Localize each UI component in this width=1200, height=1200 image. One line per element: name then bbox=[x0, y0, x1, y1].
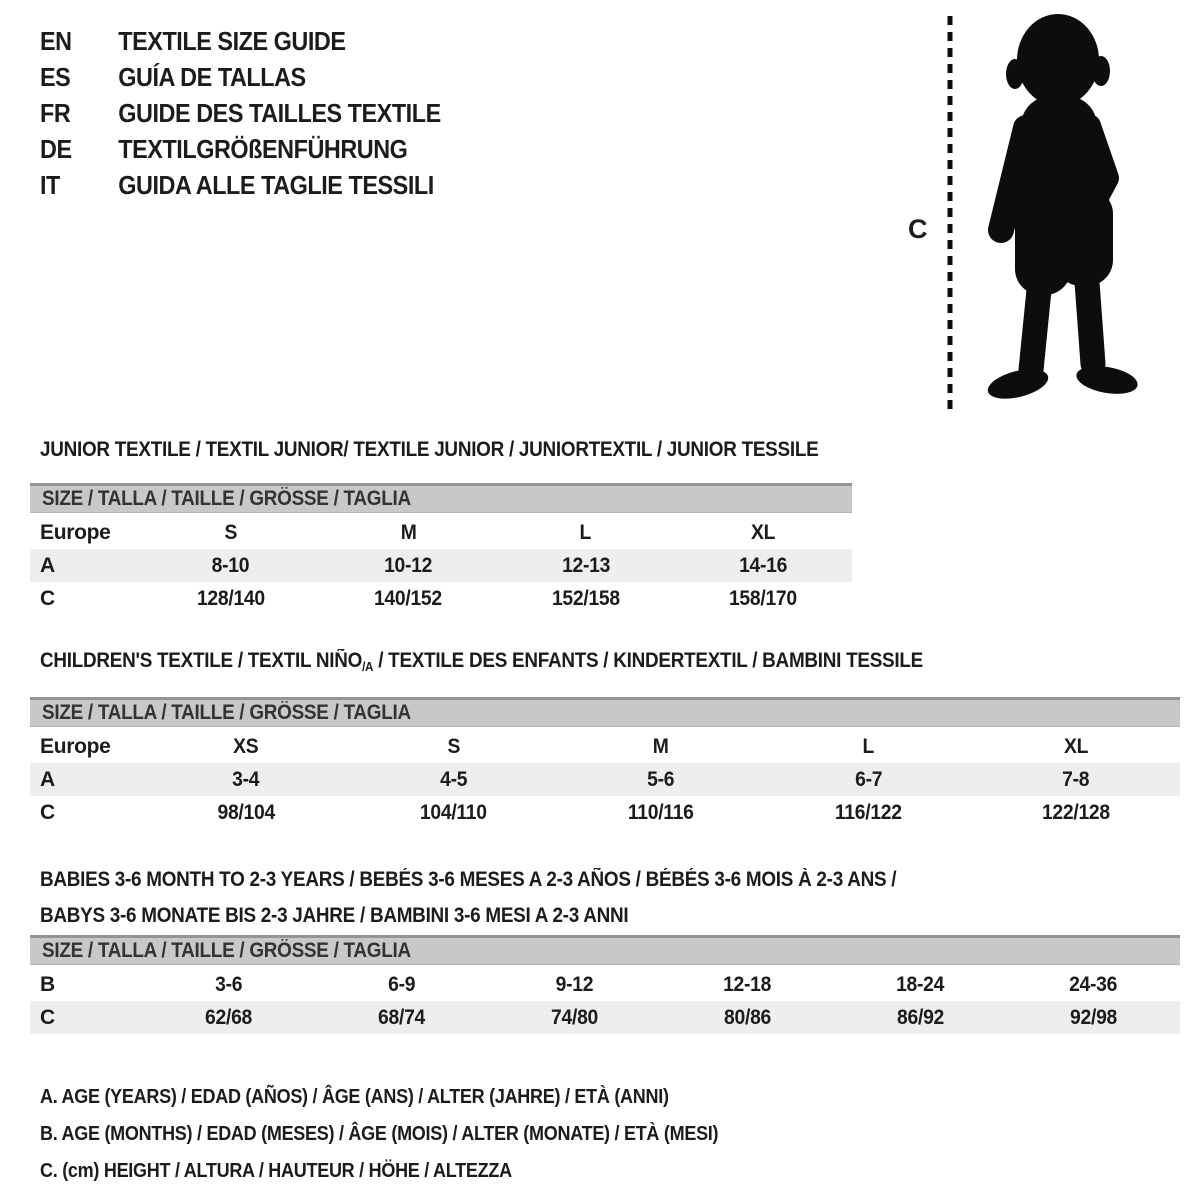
section-heading: JUNIOR TEXTILE / TEXTIL JUNIOR/ TEXTILE JUNIOR / JUNIORTEXTIL / JUNIOR TESSILE bbox=[40, 438, 819, 461]
size-header-bar: SIZE / TALLA / TAILLE / GRÖSSE / TAGLIA bbox=[30, 483, 852, 513]
section-heading: BABIES 3-6 MONTH TO 2-3 YEARS / BEBÉS 3-6 MESES A 2-3 AÑOS / BÉBÉS 3-6 MOIS À 2-3 ANS / BABYS 3-6 MONATE BIS 2-3 JAHRE / BAMBINI 3-6 MESI A 2-3 ANNI bbox=[40, 868, 897, 927]
footnotes bbox=[40, 1079, 1200, 1190]
cell: 80/86 bbox=[724, 1005, 771, 1029]
table-row-c bbox=[30, 582, 852, 615]
cell: 128/140 bbox=[196, 586, 265, 610]
heading-subscript: /A bbox=[362, 659, 374, 674]
cell: 14-16 bbox=[739, 553, 788, 577]
cell: XL bbox=[751, 520, 776, 544]
language-code: DE bbox=[40, 134, 72, 164]
language-code: EN bbox=[40, 26, 72, 56]
cell: 74/80 bbox=[551, 1005, 598, 1029]
section-junior-textile bbox=[30, 438, 1200, 615]
cell: XS bbox=[233, 734, 259, 758]
language-title: GUIDE DES TAILLES TEXTILE bbox=[118, 98, 441, 128]
cell: 140/152 bbox=[374, 586, 443, 610]
header bbox=[0, 0, 1200, 437]
language-title: TEXTILE SIZE GUIDE bbox=[118, 26, 346, 56]
language-row bbox=[40, 134, 441, 170]
row-label: C bbox=[40, 586, 55, 610]
language-row bbox=[40, 98, 441, 134]
babies-size-table bbox=[30, 935, 1200, 1034]
cell: M bbox=[653, 734, 669, 758]
language-title: GUÍA DE TALLAS bbox=[118, 62, 306, 92]
row-label: A bbox=[40, 553, 55, 577]
table-row-a bbox=[30, 549, 852, 582]
cell: S bbox=[447, 734, 460, 758]
junior-size-table bbox=[30, 483, 1200, 615]
language-list bbox=[40, 26, 485, 206]
cell: 6-9 bbox=[387, 972, 416, 996]
language-row bbox=[40, 170, 441, 206]
row-label: C bbox=[40, 800, 55, 824]
toddler-silhouette-icon bbox=[893, 8, 1163, 420]
table-row-europe bbox=[30, 730, 1180, 763]
cell: L bbox=[862, 734, 875, 758]
language-row bbox=[40, 62, 441, 98]
cell: 110/116 bbox=[628, 800, 694, 824]
cell: 3-4 bbox=[232, 767, 260, 791]
cell: 5-6 bbox=[647, 767, 675, 791]
table-row-c bbox=[30, 796, 1180, 829]
footnote-c: C. (cm) HEIGHT / ALTURA / HAUTEUR / HÖHE / ALTEZZA bbox=[40, 1160, 512, 1182]
cell: 92/98 bbox=[1070, 1005, 1117, 1029]
cell: 8-10 bbox=[211, 553, 250, 577]
cell: 24-36 bbox=[1069, 972, 1118, 996]
table-row-c bbox=[30, 1001, 1180, 1034]
cell: 7-8 bbox=[1062, 767, 1090, 791]
cell: 152/158 bbox=[551, 586, 620, 610]
table-row-a bbox=[30, 763, 1180, 796]
section-childrens-textile bbox=[30, 649, 1200, 829]
size-header-bar: SIZE / TALLA / TAILLE / GRÖSSE / TAGLIA bbox=[30, 935, 1180, 965]
language-code: ES bbox=[40, 62, 71, 92]
cell: 62/68 bbox=[205, 1005, 252, 1029]
language-code: FR bbox=[40, 98, 71, 128]
cell: 6-7 bbox=[855, 767, 883, 791]
cell: 98/104 bbox=[217, 800, 275, 824]
language-title: TEXTILGRÖßENFÜHRUNG bbox=[118, 134, 408, 164]
cell: 122/128 bbox=[1042, 800, 1111, 824]
cell: 12-18 bbox=[723, 972, 772, 996]
cell: 3-6 bbox=[214, 972, 243, 996]
cell: 86/92 bbox=[897, 1005, 944, 1029]
table-row-europe bbox=[30, 516, 852, 549]
size-header-bar: SIZE / TALLA / TAILLE / GRÖSSE / TAGLIA bbox=[30, 697, 1180, 727]
footnote-b: B. AGE (MONTHS) / EDAD (MESES) / ÂGE (MOIS) / ALTER (MONATE) / ETÀ (MESI) bbox=[40, 1123, 719, 1145]
cell: L bbox=[579, 520, 592, 544]
language-code: IT bbox=[40, 170, 60, 200]
table-row-b bbox=[30, 968, 1180, 1001]
cell: 104/110 bbox=[419, 800, 487, 824]
children-size-table bbox=[30, 697, 1200, 829]
row-label: Europe bbox=[40, 520, 111, 544]
cell: 158/170 bbox=[729, 586, 798, 610]
cell: 10-12 bbox=[384, 553, 433, 577]
cell: 9-12 bbox=[555, 972, 594, 996]
cell: 68/74 bbox=[378, 1005, 425, 1029]
cell: M bbox=[400, 520, 417, 544]
row-label: Europe bbox=[40, 734, 111, 758]
section-heading: CHILDREN'S TEXTILE / TEXTIL NIÑO/A / TEXTILE DES ENFANTS / KINDERTEXTIL / BAMBINI TESSILE bbox=[40, 649, 923, 674]
language-row bbox=[40, 26, 441, 62]
row-label: B bbox=[40, 972, 55, 996]
cell: 116/122 bbox=[835, 800, 903, 824]
cell: S bbox=[224, 520, 238, 544]
cell: 4-5 bbox=[439, 767, 467, 791]
language-title: GUIDA ALLE TAGLIE TESSILI bbox=[118, 170, 434, 200]
height-measure-label: C bbox=[908, 214, 928, 244]
cell: 18-24 bbox=[896, 972, 945, 996]
section-babies bbox=[30, 862, 1200, 1034]
row-label: A bbox=[40, 767, 55, 791]
cell: 12-13 bbox=[561, 553, 610, 577]
row-label: C bbox=[40, 1005, 55, 1029]
cell: XL bbox=[1064, 734, 1089, 758]
footnote-a: A. AGE (YEARS) / EDAD (AÑOS) / ÂGE (ANS) / ALTER (JAHRE) / ETÀ (ANNI) bbox=[40, 1086, 669, 1108]
